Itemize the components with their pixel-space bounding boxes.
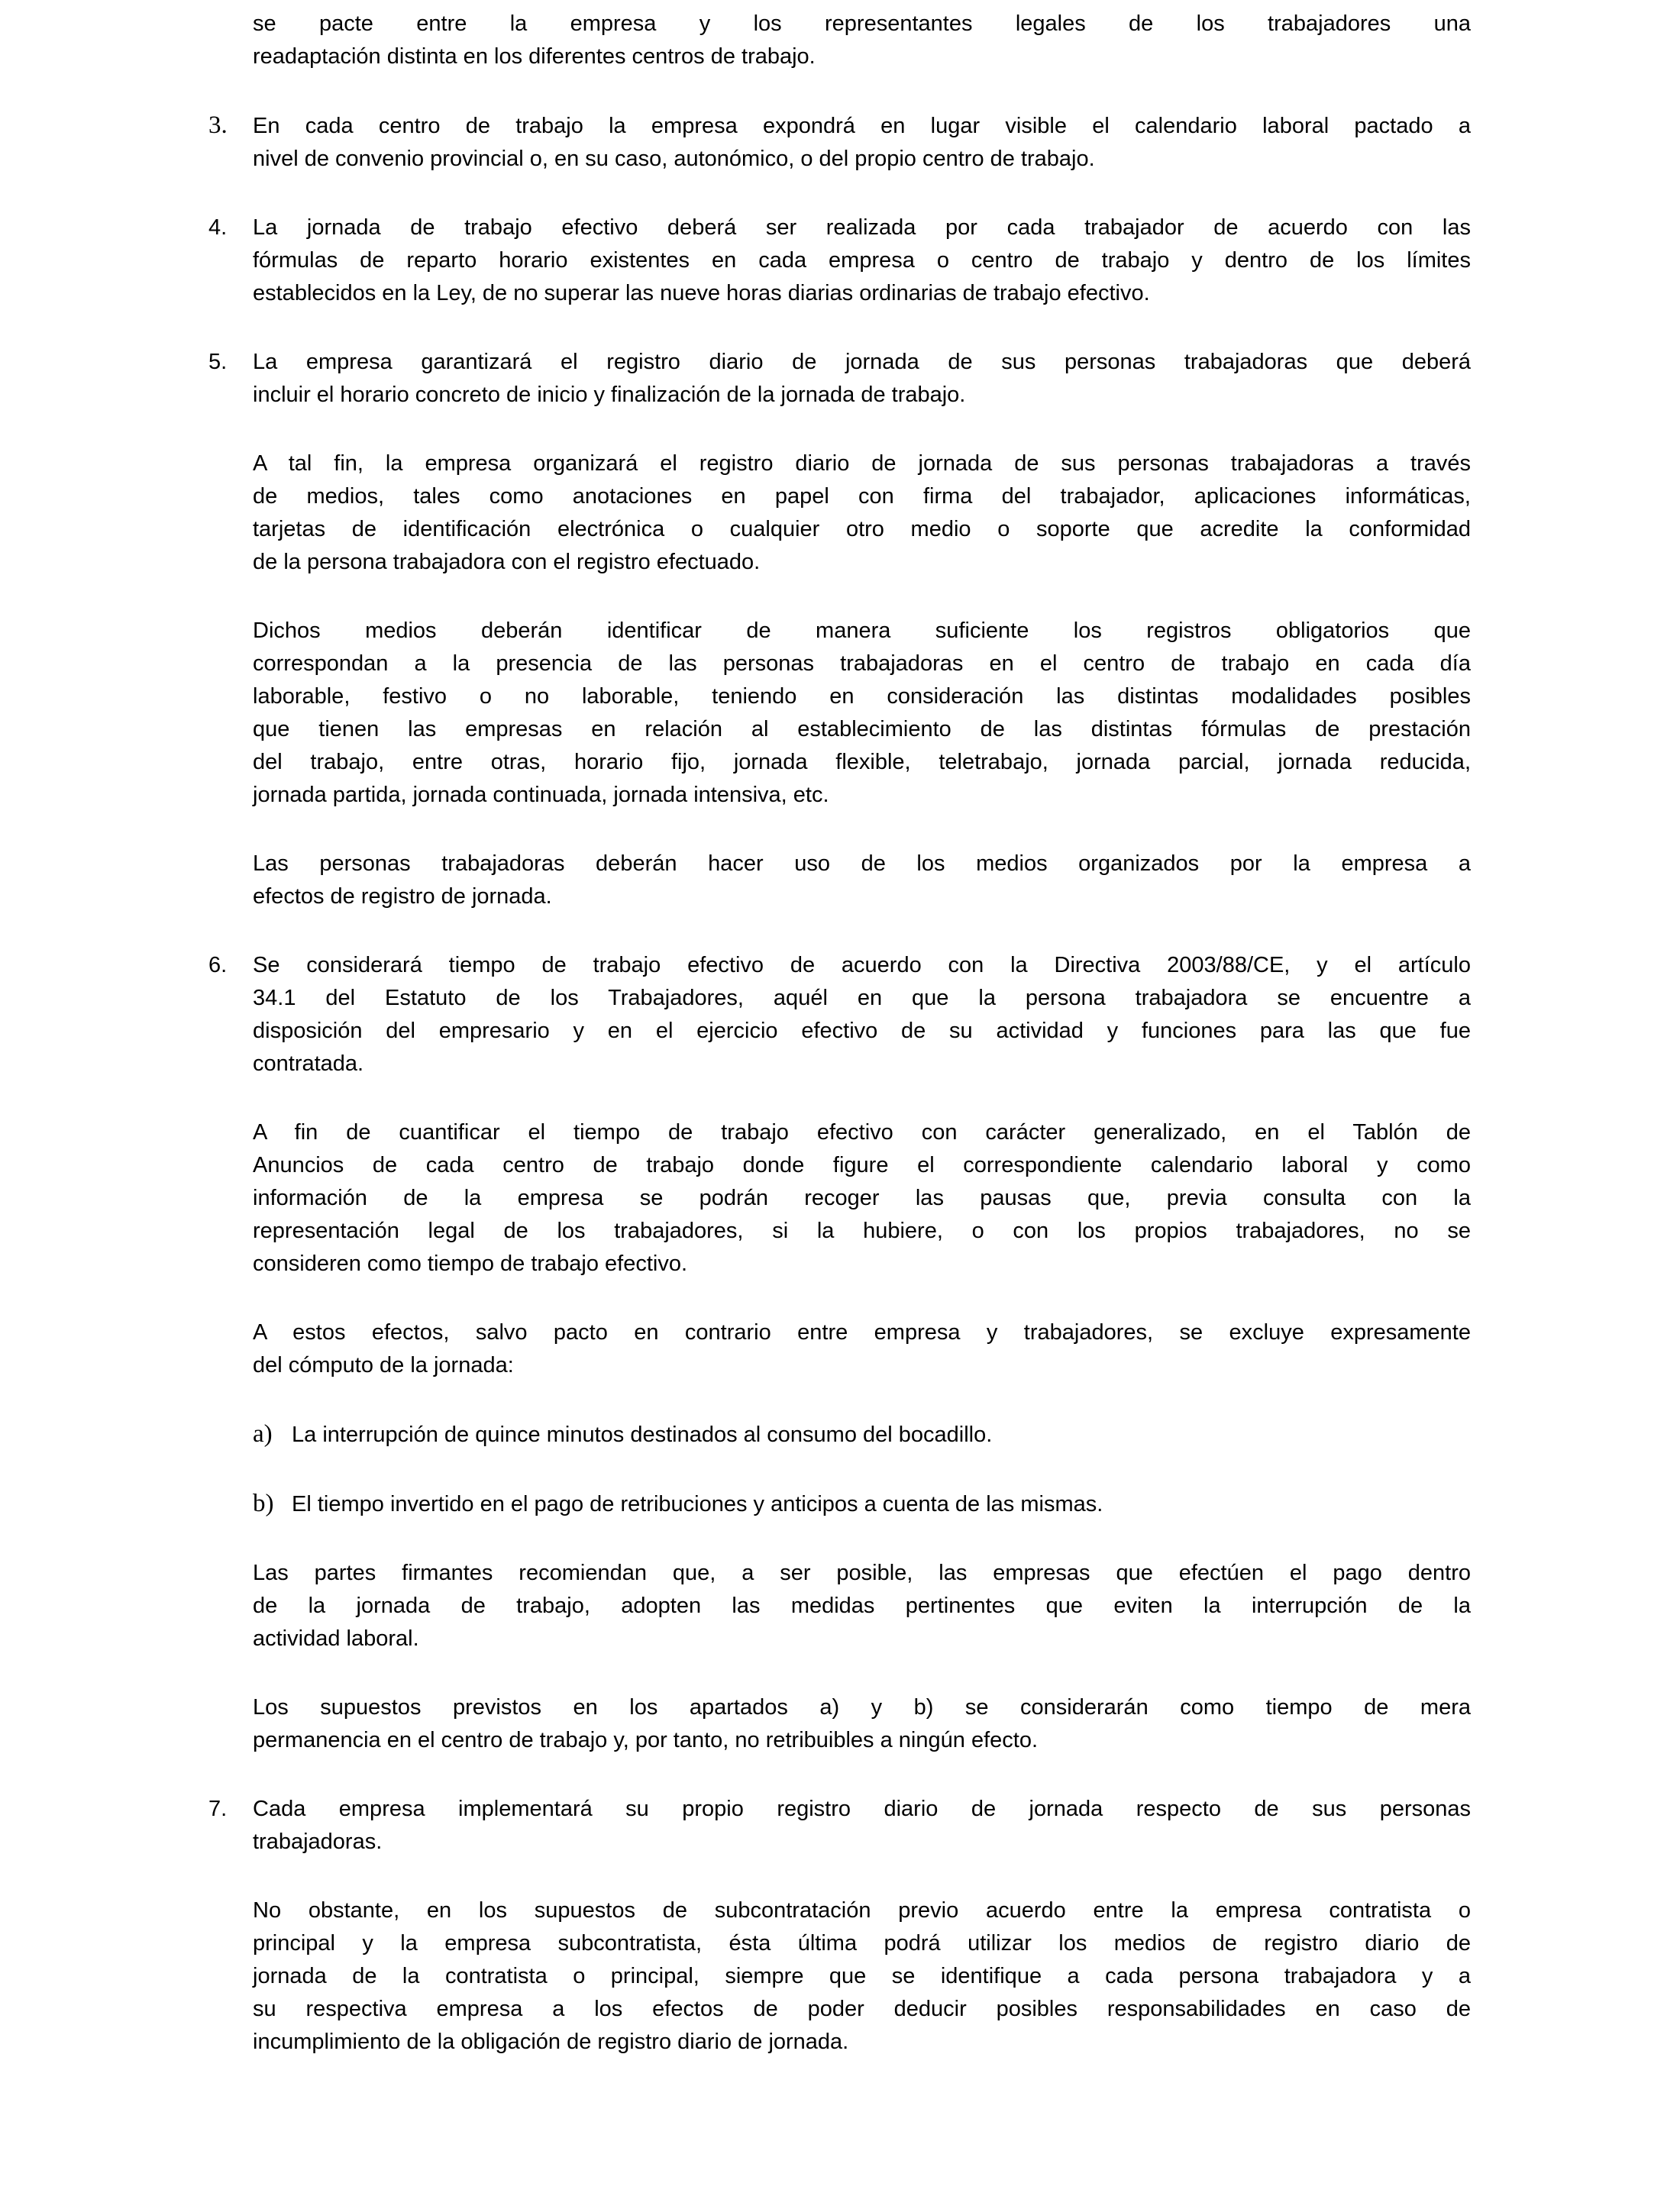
text-line: establecidos en la Ley, de no superar las nueve horas diarias ordinarias de trabajo efectivo.: [253, 281, 1150, 305]
block-text: [253, 346, 1471, 412]
block-text: [292, 1488, 1471, 1521]
text-line: incumplimiento de la obligación de registro diario de jornada.: [253, 2030, 849, 2054]
text-line: laborable, festivo o no laborable, teniendo en consideración las distintas modalidades posibles: [253, 684, 1471, 709]
item-5-paragraph-a-tal-fin: [253, 447, 1471, 579]
text-line: incluir el horario concreto de inicio y finalización de la jornada de trabajo.: [253, 383, 966, 407]
item-7-paragraph-no-obstante: [253, 1894, 1471, 2059]
block-text: [253, 848, 1471, 913]
list-marker: 7.: [208, 1797, 228, 1821]
text-line: su respectiva empresa a los efectos de poder deducir posibles responsabilidades en caso de: [253, 1997, 1471, 2021]
text-line: No obstante, en los supuestos de subcontratación previo acuerdo entre la empresa contratista o: [253, 1898, 1471, 1923]
block-text: [253, 1894, 1471, 2059]
text-line: La empresa garantizará el registro diario de jornada de sus personas trabajadoras que deberá: [253, 350, 1471, 374]
numbered-item-4: [208, 212, 1471, 310]
numbered-item-7: [208, 1793, 1471, 1859]
item-5-paragraph-dichos-medios: [253, 615, 1471, 812]
block-text: [253, 949, 1471, 1080]
text-line: readaptación distinta en los diferentes centros de trabajo.: [253, 44, 816, 69]
text-line: información de la empresa se podrán recoger las pausas que, previa consulta con la: [253, 1186, 1471, 1210]
text-line: correspondan a la presencia de las personas trabajadoras en el centro de trabajo en cada día: [253, 651, 1471, 676]
text-line: consideren como tiempo de trabajo efectivo.: [253, 1252, 688, 1276]
numbered-item-3: [208, 109, 1471, 176]
text-line: fórmulas de reparto horario existentes en cada empresa o centro de trabajo y dentro de los límites: [253, 248, 1471, 273]
text-line: del trabajo, entre otras, horario fijo, jornada flexible, teletrabajo, jornada parcial, jornada reducida,: [253, 750, 1471, 774]
block-text: [253, 615, 1471, 812]
text-line: de la jornada de trabajo, adopten las medidas pertinentes que eviten la interrupción de la: [253, 1594, 1471, 1618]
text-line: de medios, tales como anotaciones en papel con firma del trabajador, aplicaciones informáticas,: [253, 484, 1471, 509]
item-6-paragraph-las-partes: [253, 1557, 1471, 1655]
list-marker: a): [253, 1420, 273, 1448]
block-text: [253, 1691, 1471, 1757]
text-line: Anuncios de cada centro de trabajo donde figure el correspondiente calendario laboral y como: [253, 1153, 1471, 1177]
block-text: [253, 447, 1471, 579]
text-line: representación legal de los trabajadores, si la hubiere, o con los propios trabajadores, no se: [253, 1219, 1471, 1243]
text-line: de la persona trabajadora con el registro efectuado.: [253, 550, 761, 574]
text-line: que tienen las empresas en relación al establecimiento de las distintas fórmulas de prestación: [253, 717, 1471, 741]
block-text: [253, 8, 1471, 73]
numbered-item-5: [208, 346, 1471, 412]
text-line: efectos de registro de jornada.: [253, 884, 552, 909]
list-marker: 4.: [208, 215, 228, 240]
text-line: se pacte entre la empresa y los representantes legales de los trabajadores una: [253, 11, 1471, 36]
sub-item-a: [253, 1418, 1471, 1452]
list-marker: 6.: [208, 953, 228, 977]
text-line: La interrupción de quince minutos destinados al consumo del bocadillo.: [292, 1423, 993, 1447]
list-marker: 5.: [208, 350, 228, 374]
text-line: Se considerará tiempo de trabajo efectivo de acuerdo con la Directiva 2003/88/CE, y el artículo: [253, 953, 1471, 977]
block-text: [253, 212, 1471, 310]
list-marker: b): [253, 1490, 274, 1517]
numbered-item-6: [208, 949, 1471, 1080]
text-line: Cada empresa implementará su propio registro diario de jornada respecto de sus personas: [253, 1797, 1471, 1821]
item-6-paragraph-a-fin: [253, 1116, 1471, 1281]
text-line: tarjetas de identificación electrónica o cualquier otro medio o soporte que acredite la conformidad: [253, 517, 1471, 541]
block-text: [253, 1316, 1471, 1382]
text-line: A estos efectos, salvo pacto en contrario entre empresa y trabajadores, se excluye expresamente: [253, 1320, 1471, 1345]
block-text: [253, 1793, 1471, 1859]
text-line: permanencia en el centro de trabajo y, por tanto, no retribuibles a ningún efecto.: [253, 1728, 1038, 1752]
text-line: contratada.: [253, 1051, 364, 1076]
text-line: Las personas trabajadoras deberán hacer uso de los medios organizados por la empresa a: [253, 851, 1471, 876]
text-line: En cada centro de trabajo la empresa expondrá en lugar visible el calendario laboral pactado a: [253, 114, 1471, 138]
text-line: A fin de cuantificar el tiempo de trabajo efectivo con carácter generalizado, en el Tablón de: [253, 1120, 1471, 1145]
list-marker: 3.: [208, 111, 228, 139]
text-line: principal y la empresa subcontratista, ésta última podrá utilizar los medios de registro diario de: [253, 1931, 1471, 1956]
item-6-paragraph-los-supuestos: [253, 1691, 1471, 1757]
text-line: trabajadoras.: [253, 1830, 383, 1854]
text-line: disposición del empresario y en el ejercicio efectivo de su actividad y funciones para las que fue: [253, 1019, 1471, 1043]
block-text: [292, 1419, 1471, 1452]
item-6-paragraph-a-estos-efectos: [253, 1316, 1471, 1382]
continuation-paragraph: [253, 8, 1471, 73]
text-line: Los supuestos previstos en los apartados a) y b) se considerarán como tiempo de mera: [253, 1695, 1471, 1720]
sub-item-b: [253, 1487, 1471, 1521]
text-line: El tiempo invertido en el pago de retribuciones y anticipos a cuenta de las mismas.: [292, 1492, 1103, 1516]
text-line: del cómputo de la jornada:: [253, 1353, 514, 1377]
text-line: Dichos medios deberán identificar de manera suficiente los registros obligatorios que: [253, 618, 1471, 643]
text-line: jornada de la contratista o principal, siempre que se identifique a cada persona trabajadora y a: [253, 1964, 1471, 1988]
text-line: La jornada de trabajo efectivo deberá ser realizada por cada trabajador de acuerdo con las: [253, 215, 1471, 240]
text-line: Las partes firmantes recomiendan que, a ser posible, las empresas que efectúen el pago dentro: [253, 1561, 1471, 1585]
block-text: [253, 1557, 1471, 1655]
block-text: [253, 110, 1471, 176]
text-line: jornada partida, jornada continuada, jornada intensiva, etc.: [253, 783, 829, 807]
text-line: 34.1 del Estatuto de los Trabajadores, aquél en que la persona trabajadora se encuentre a: [253, 986, 1471, 1010]
text-line: A tal fin, la empresa organizará el registro diario de jornada de sus personas trabajadoras a través: [253, 451, 1471, 476]
block-text: [253, 1116, 1471, 1281]
text-line: nivel de convenio provincial o, en su caso, autonómico, o del propio centro de trabajo.: [253, 147, 1095, 171]
text-line: actividad laboral.: [253, 1626, 419, 1651]
item-5-paragraph-las-personas: [253, 848, 1471, 913]
